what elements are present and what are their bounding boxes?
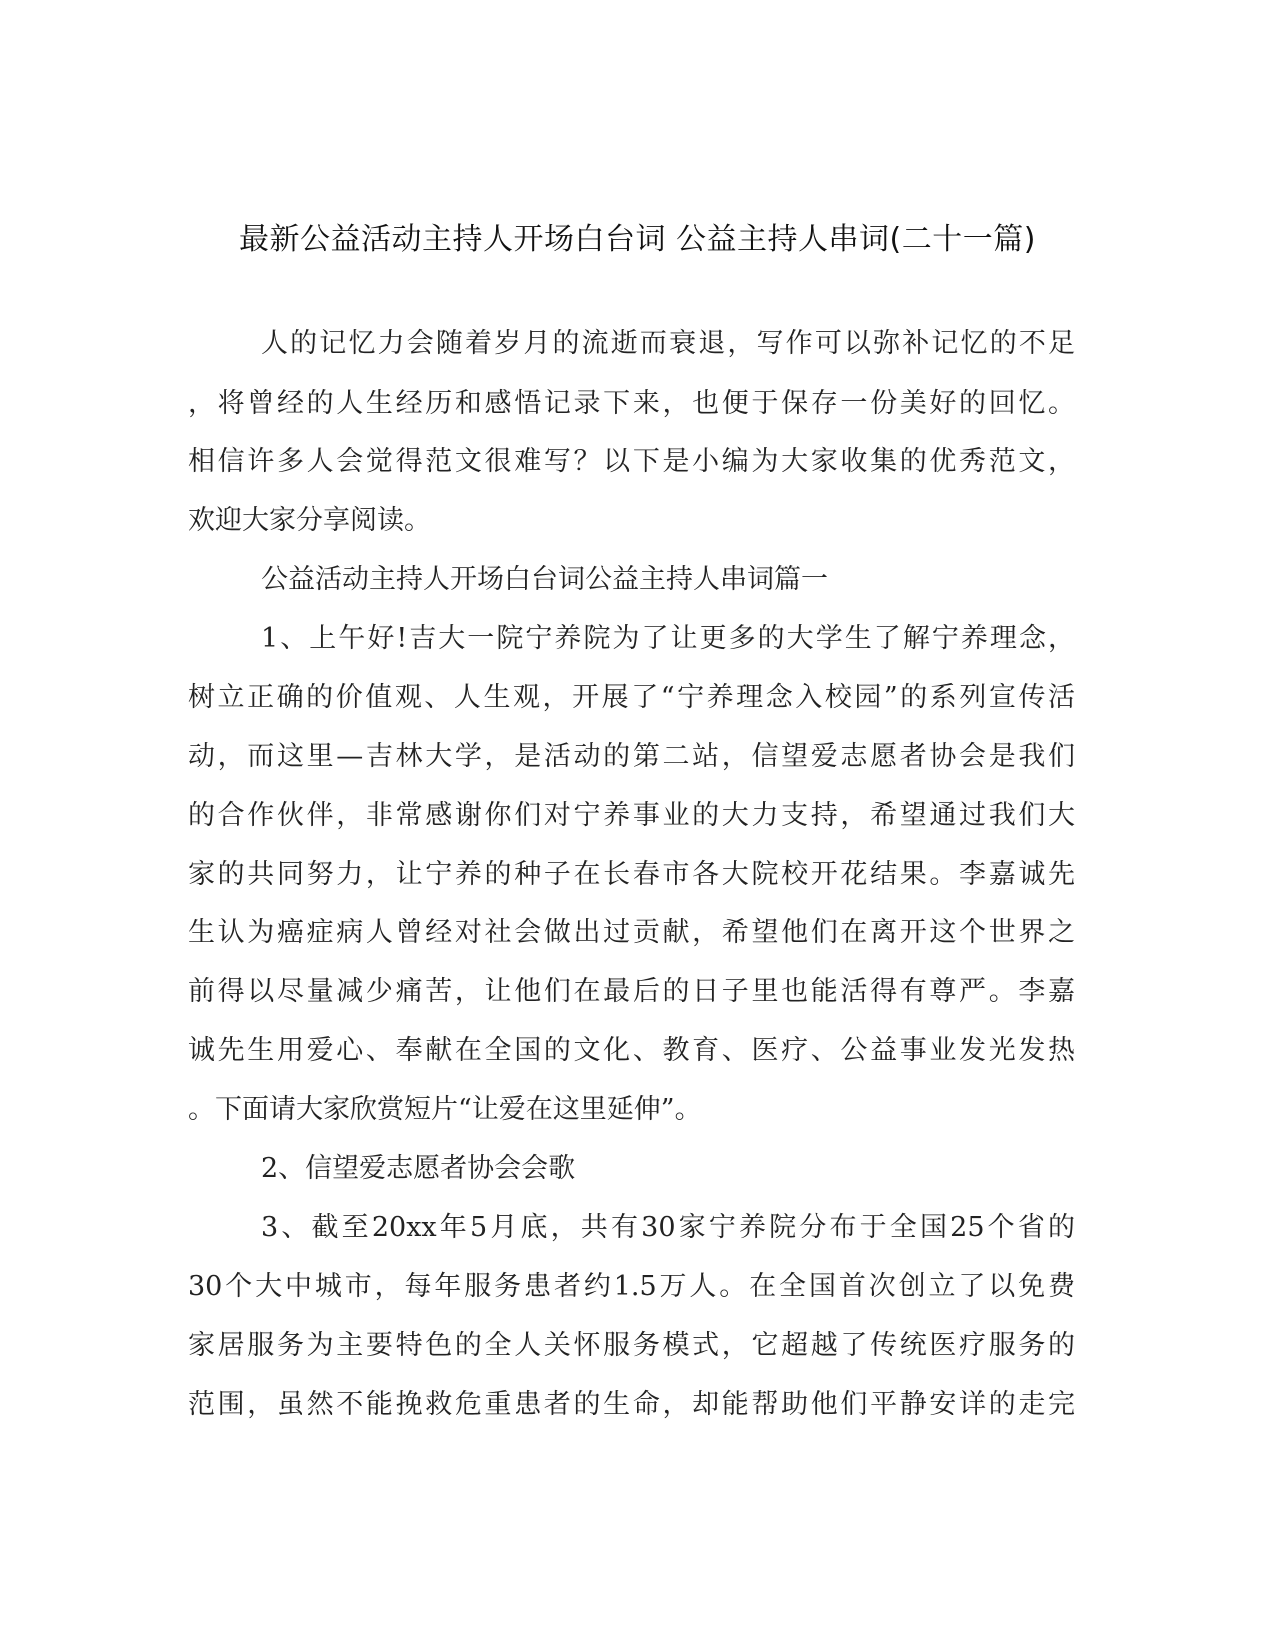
body-line: 人的记忆力会随着岁月的流逝而衰退，写作可以弥补记忆的不足 bbox=[261, 328, 1075, 359]
body-line: 2、信望爱志愿者协会会歌 bbox=[261, 1153, 576, 1184]
section-heading: 公益活动主持人开场白台词公益主持人串词篇一 bbox=[261, 564, 828, 595]
body-line: 。下面请大家欣赏短片“让爱在这里延伸”。 bbox=[188, 1094, 702, 1125]
body-line: 1、上午好!吉大一院宁养院为了让更多的大学生了解宁养理念， bbox=[261, 623, 1075, 654]
document-title: 最新公益活动主持人开场白台词 公益主持人串词(二十一篇) bbox=[239, 222, 1036, 257]
body-line: 30个大中城市，每年服务患者约1.5万人。在全国首次创立了以免费 bbox=[188, 1271, 1075, 1302]
body-line: 生认为癌症病人曾经对社会做出过贡献，希望他们在离开这个世界之 bbox=[188, 917, 1075, 948]
body-line: 范围，虽然不能挽救危重患者的生命，却能帮助他们平静安详的走完 bbox=[188, 1389, 1075, 1420]
body-line: 家的共同努力，让宁养的种子在长春市各大院校开花结果。李嘉诚先 bbox=[188, 859, 1075, 890]
body-line: 相信许多人会觉得范文很难写？以下是小编为大家收集的优秀范文， bbox=[188, 446, 1075, 477]
body-line: 欢迎大家分享阅读。 bbox=[188, 505, 431, 536]
body-line: ，将曾经的人生经历和感悟记录下来，也便于保存一份美好的回忆。 bbox=[188, 388, 1075, 419]
body-line: 诚先生用爱心、奉献在全国的文化、教育、医疗、公益事业发光发热 bbox=[188, 1035, 1075, 1066]
body-line: 家居服务为主要特色的全人关怀服务模式，它超越了传统医疗服务的 bbox=[188, 1330, 1075, 1361]
body-line: 3、截至20xx年5月底，共有30家宁养院分布于全国25个省的 bbox=[261, 1212, 1075, 1243]
body-line: 前得以尽量减少痛苦，让他们在最后的日子里也能活得有尊严。李嘉 bbox=[188, 976, 1075, 1007]
body-line: 的合作伙伴，非常感谢你们对宁养事业的大力支持，希望通过我们大 bbox=[188, 800, 1075, 831]
body-line: 树立正确的价值观、人生观，开展了“宁养理念入校园”的系列宣传活 bbox=[188, 682, 1075, 713]
body-line: 动，而这里—吉林大学，是活动的第二站，信望爱志愿者协会是我们 bbox=[188, 741, 1075, 772]
